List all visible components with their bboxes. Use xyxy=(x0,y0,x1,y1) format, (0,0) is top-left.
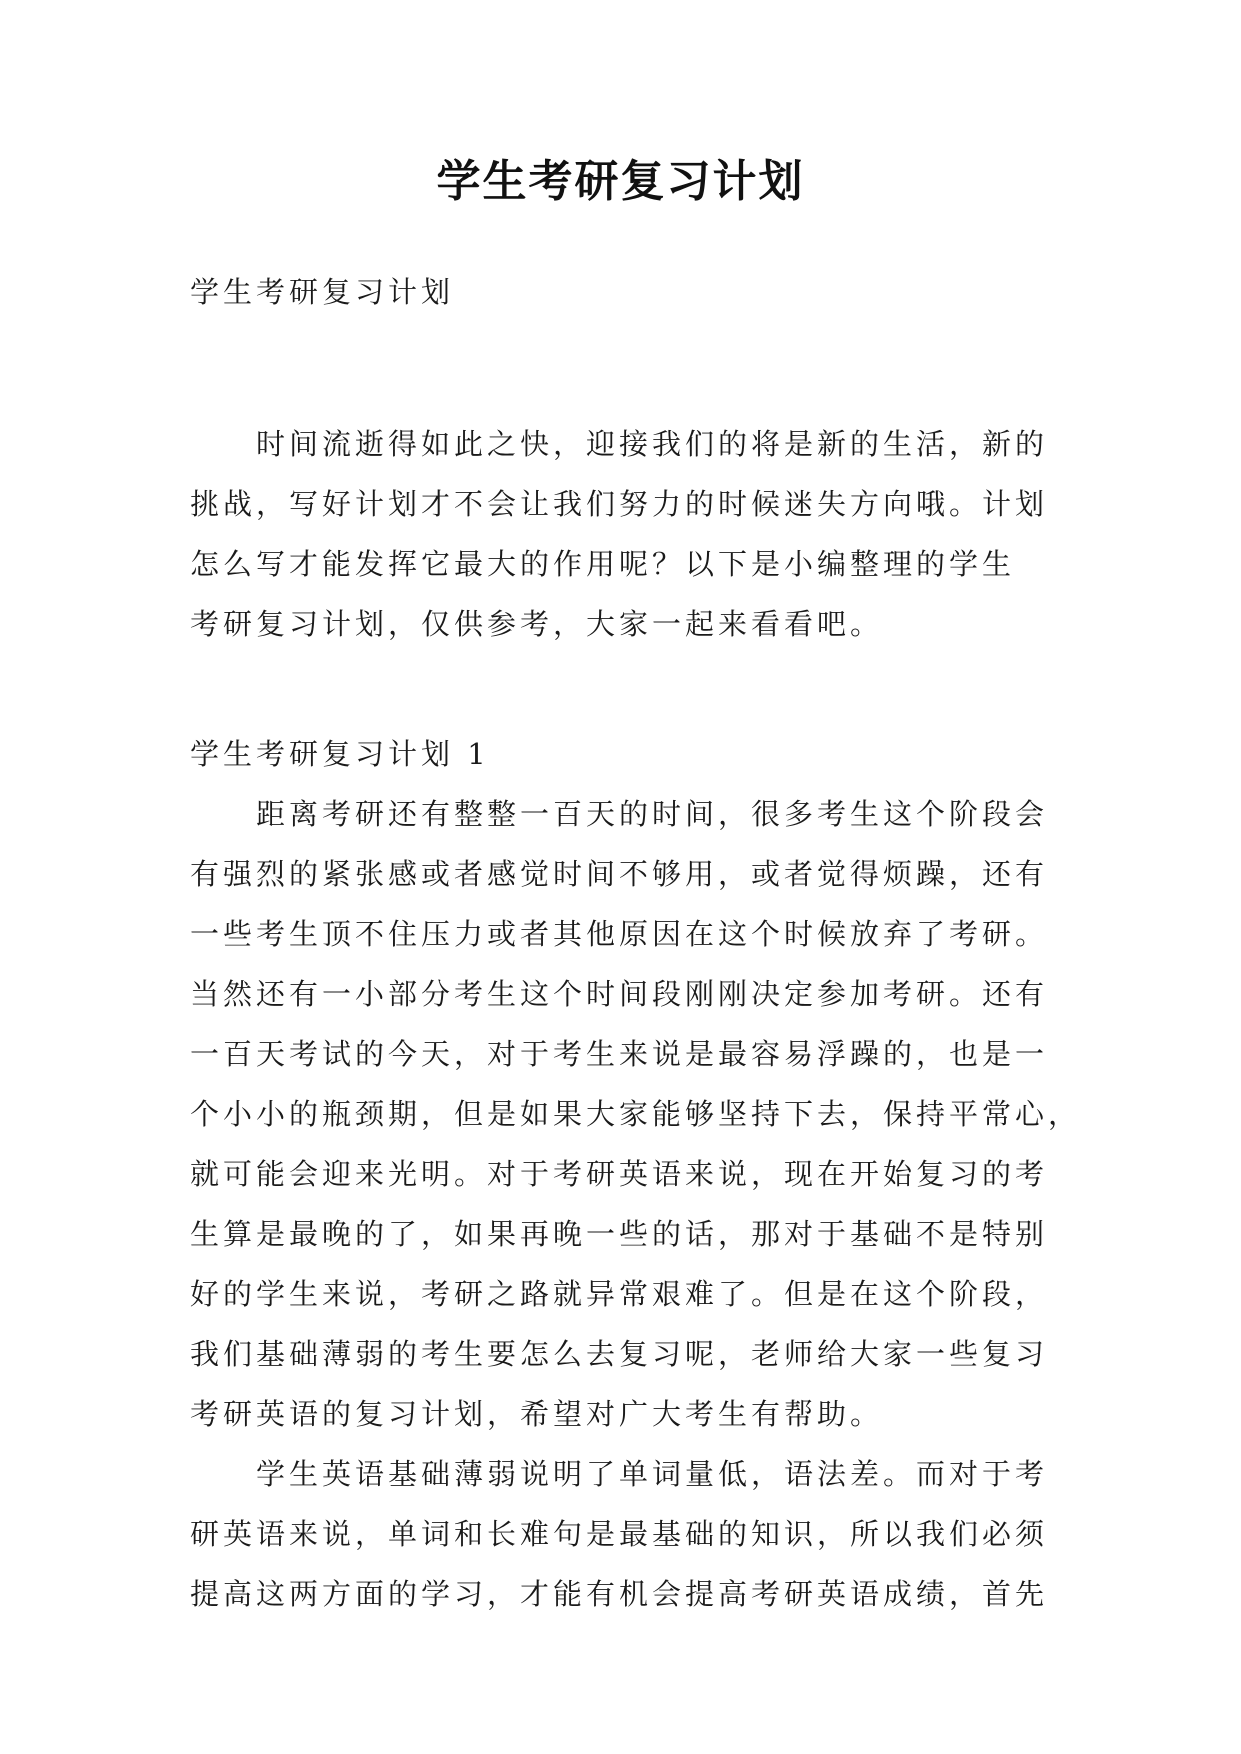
paragraph-line: 我们基础薄弱的考生要怎么去复习呢，老师给大家一些复习 xyxy=(190,1337,1049,1371)
paragraph-line: 一些考生顶不住压力或者其他原因在这个时候放弃了考研。 xyxy=(190,917,1049,951)
paragraph-line: 好的学生来说，考研之路就异常艰难了。但是在这个阶段， xyxy=(190,1277,1049,1311)
paragraph-line: 当然还有一小部分考生这个时间段刚刚决定参加考研。还有 xyxy=(190,977,1049,1011)
document-title: 学生考研复习计划 xyxy=(436,156,805,207)
paragraph-line: 考研英语的复习计划，希望对广大考生有帮助。 xyxy=(190,1397,884,1431)
paragraph-line: 考研复习计划，仅供参考，大家一起来看看吧。 xyxy=(190,607,884,641)
paragraph-line: 时间流逝得如此之快，迎接我们的将是新的生活，新的 xyxy=(256,427,1049,461)
paragraph-line: 就可能会迎来光明。对于考研英语来说，现在开始复习的考 xyxy=(190,1157,1049,1191)
paragraph-line: 挑战，写好计划才不会让我们努力的时候迷失方向哦。计划 xyxy=(190,487,1049,521)
paragraph-line: 个小小的瓶颈期，但是如果大家能够坚持下去，保持平常心， xyxy=(190,1097,1082,1131)
paragraph-line: 研英语来说，单词和长难句是最基础的知识，所以我们必须 xyxy=(190,1517,1049,1551)
body-paragraph-2 xyxy=(190,1444,1052,1624)
subtitle: 学生考研复习计划 xyxy=(190,275,455,309)
paragraph-line: 距离考研还有整整一百天的时间，很多考生这个阶段会 xyxy=(256,797,1049,831)
paragraph-line: 怎么写才能发挥它最大的作用呢？以下是小编整理的学生 xyxy=(190,547,1016,581)
intro-paragraph xyxy=(190,414,1052,654)
paragraph-line: 有强烈的紧张感或者感觉时间不够用，或者觉得烦躁，还有 xyxy=(190,857,1049,891)
paragraph-line: 提高这两方面的学习，才能有机会提高考研英语成绩，首先 xyxy=(190,1577,1049,1611)
document-body xyxy=(190,262,1082,1624)
paragraph-line: 学生英语基础薄弱说明了单词量低，语法差。而对于考 xyxy=(256,1457,1049,1491)
paragraph-line: 一百天考试的今天，对于考生来说是最容易浮躁的，也是一 xyxy=(190,1037,1049,1071)
paragraph-line: 生算是最晚的了，如果再晚一些的话，那对于基础不是特别 xyxy=(190,1217,1049,1251)
body-paragraph-1 xyxy=(190,784,1082,1444)
section-heading: 学生考研复习计划 1 xyxy=(190,737,490,771)
